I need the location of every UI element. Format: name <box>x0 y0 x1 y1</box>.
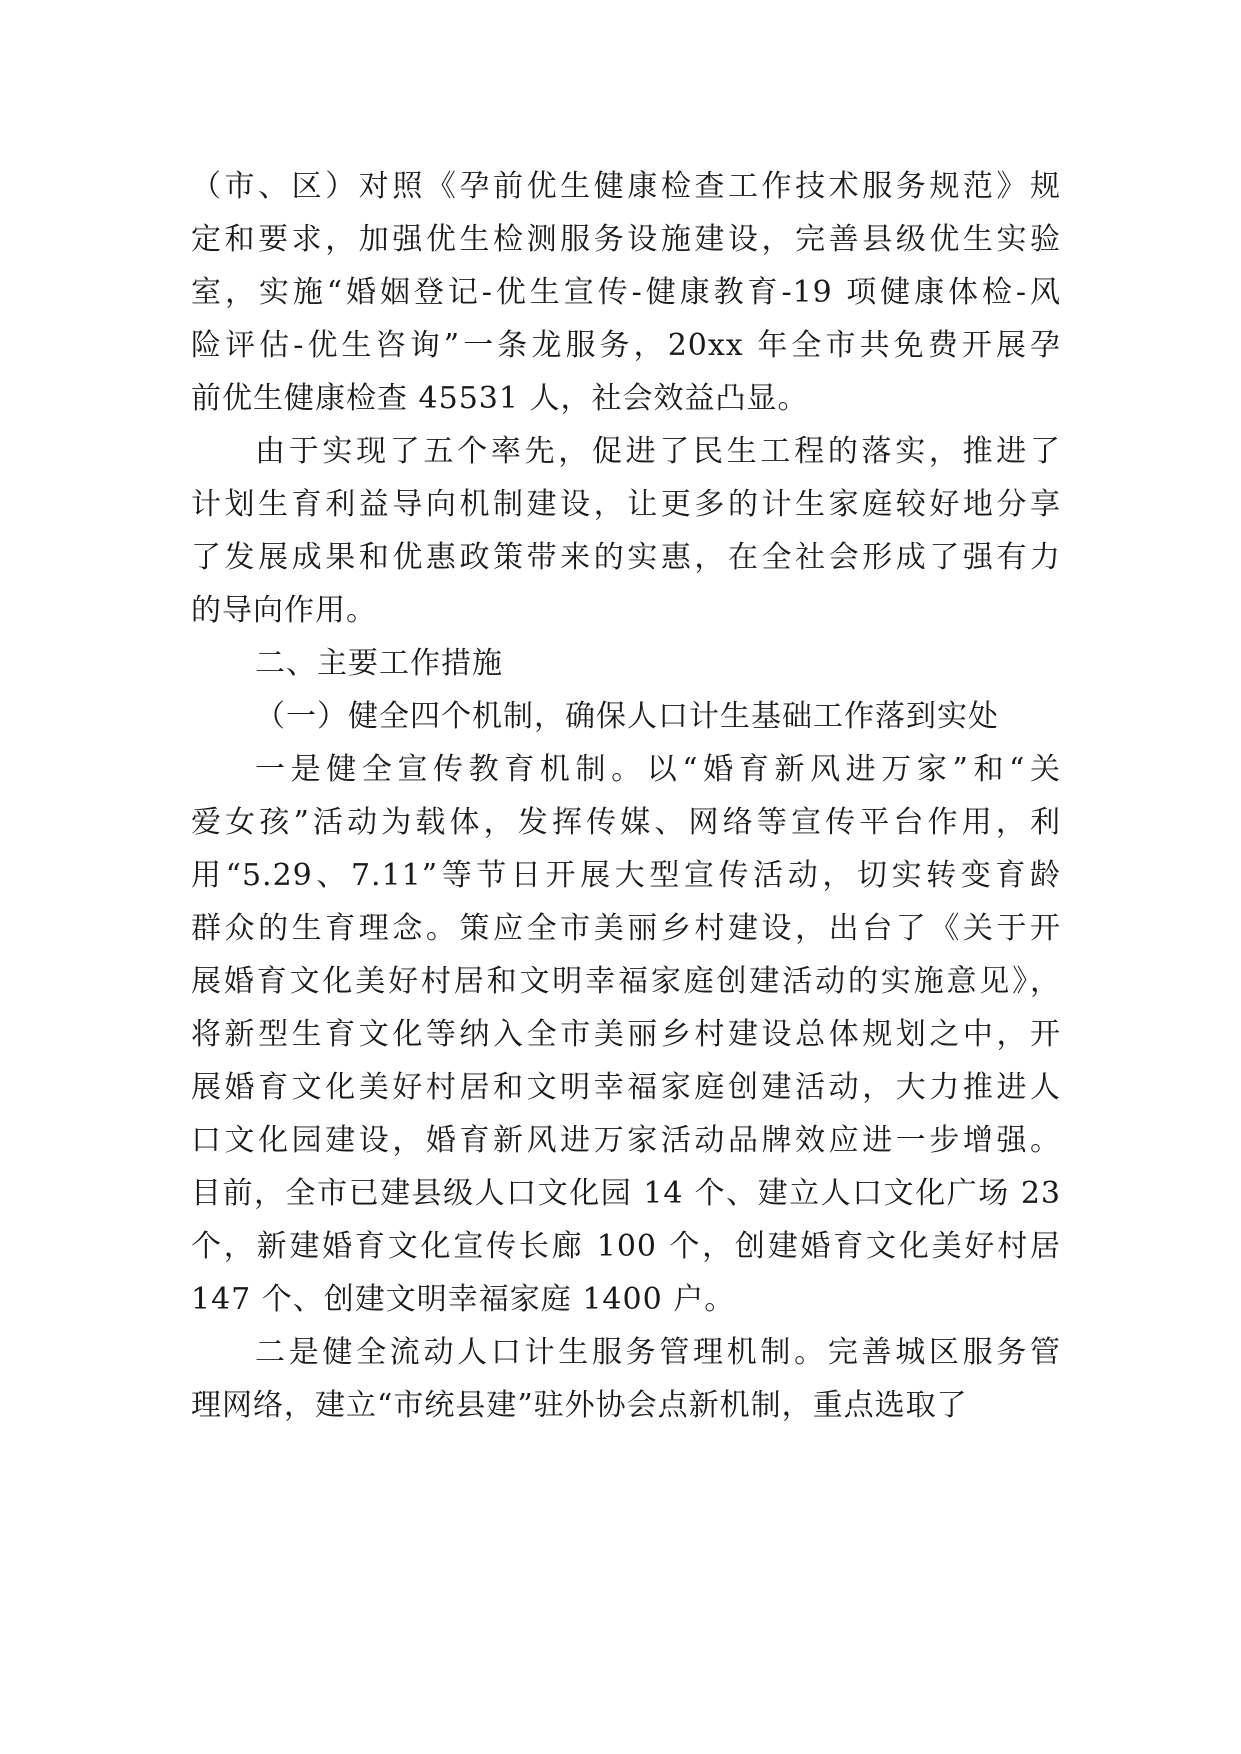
text-line: 的导向作用。 <box>191 593 377 628</box>
paragraph-p5 <box>191 743 1061 1326</box>
text-line: 目前，全市已建县级人口文化园 14 个、建立人口文化广场 23 <box>191 1176 1061 1211</box>
document-body <box>191 160 1061 1432</box>
text-line: 展婚育文化美好村居和文明幸福家庭创建活动的实施意见》， <box>191 964 1061 999</box>
paragraph-p4 <box>191 690 1061 743</box>
text-line: 由于实现了五个率先，促进了民生工程的落实，推进了 <box>255 434 1061 469</box>
text-line: 计划生育利益导向机制建设，让更多的计生家庭较好地分享 <box>191 487 1061 522</box>
text-line: 147 个、创建文明幸福家庭 1400 户。 <box>191 1282 736 1317</box>
text-line: 群众的生育理念。策应全市美丽乡村建设，出台了《关于开 <box>191 911 1061 946</box>
text-line: 二是健全流动人口计生服务管理机制。完善城区服务管 <box>255 1335 1061 1370</box>
text-line: 室，实施“婚姻登记-优生宣传-健康教育-19 项健康体检-风 <box>191 275 1061 310</box>
paragraph-p1 <box>191 160 1061 425</box>
text-line: 定和要求，加强优生检测服务设施建设，完善县级优生实验 <box>191 222 1061 257</box>
text-line: 爱女孩”活动为载体，发挥传媒、网络等宣传平台作用，利 <box>191 805 1061 840</box>
text-line: 将新型生育文化等纳入全市美丽乡村建设总体规划之中，开 <box>191 1017 1061 1052</box>
paragraph-p3 <box>191 637 1061 690</box>
text-line: 了发展成果和优惠政策带来的实惠，在全社会形成了强有力 <box>191 540 1061 575</box>
text-line: 一是健全宣传教育机制。以“婚育新风进万家”和“关 <box>255 752 1061 787</box>
text-line: （市、区）对照《孕前优生健康检查工作技术服务规范》规 <box>191 169 1061 204</box>
text-line: 险评估-优生咨询”一条龙服务，20xx 年全市共免费开展孕 <box>191 328 1061 363</box>
text-line: 二、主要工作措施 <box>255 646 503 681</box>
text-line: （一）健全四个机制，确保人口计生基础工作落到实处 <box>255 699 999 734</box>
text-line: 理网络，建立“市统县建”驻外协会点新机制，重点选取了 <box>191 1388 968 1423</box>
text-line: 口文化园建设，婚育新风进万家活动品牌效应进一步增强。 <box>191 1123 1061 1158</box>
text-line: 展婚育文化美好村居和文明幸福家庭创建活动，大力推进人 <box>191 1070 1061 1105</box>
paragraph-p2 <box>191 425 1061 637</box>
text-line: 用“5.29、7.11”等节日开展大型宣传活动，切实转变育龄 <box>191 858 1061 893</box>
text-line: 前优生健康检查 45531 人，社会效益凸显。 <box>191 381 809 416</box>
paragraph-p6 <box>191 1326 1061 1432</box>
text-line: 个，新建婚育文化宣传长廊 100 个，创建婚育文化美好村居 <box>191 1229 1061 1264</box>
